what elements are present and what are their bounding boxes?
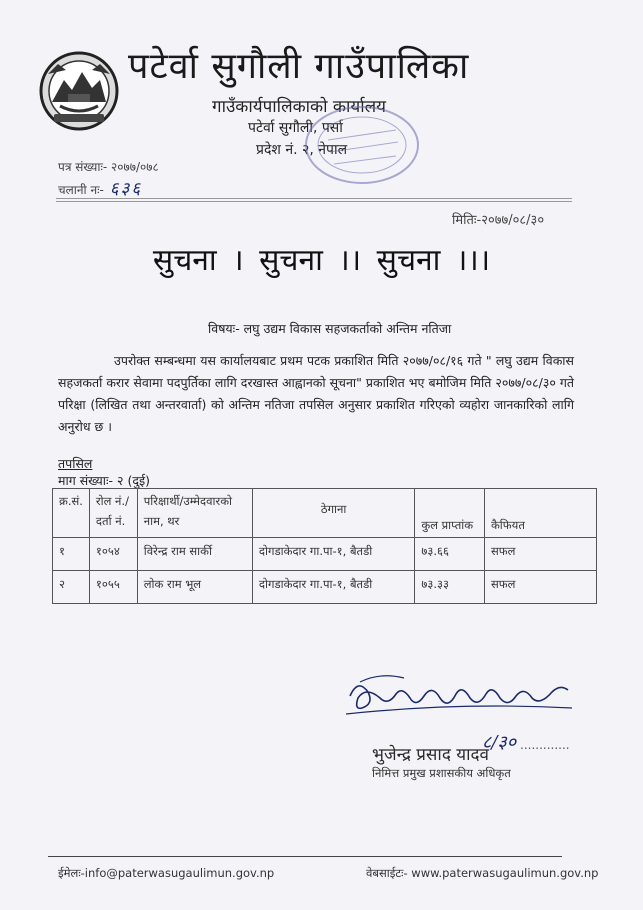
cell-score: ७३.६६ — [415, 538, 485, 571]
cell-remarks: सफल — [484, 571, 596, 604]
signature-dotted-line: ............. — [520, 738, 570, 752]
header-roll: रोल नं./दर्ता नं. — [89, 489, 137, 538]
demand-count: माग संख्याः- २ (दुई) — [58, 473, 150, 488]
signature-image — [340, 668, 580, 730]
header-divider — [56, 198, 572, 199]
table-row — [53, 571, 597, 604]
details-label: तपसिल — [58, 456, 93, 471]
address-line-2: प्रदेश नं. २, नेपाल — [256, 142, 348, 158]
footer-divider — [48, 856, 562, 857]
cell-name: विरेन्द्र राम सार्की — [137, 538, 252, 571]
results-table — [52, 488, 597, 604]
cell-score: ७३.३३ — [415, 571, 485, 604]
address-line-1: पटेर्वा सुगौली, पर्सा — [248, 120, 343, 136]
signatory-title: निमित्त प्रमुख प्रशासकीय अधिकृत — [372, 766, 511, 780]
table-row — [53, 538, 597, 571]
table-header-row — [53, 489, 597, 538]
footer-email: ईमेलः-info@paterwasugaulimun.gov.np — [58, 866, 275, 880]
office-name: गाउँकार्यपालिकाको कार्यालय — [212, 97, 387, 117]
dispatch-label: चलानी नः- — [58, 183, 104, 197]
cell-serial: २ — [53, 571, 90, 604]
cell-address: दोगडाकेदार गा.पा-१, बैतडी — [252, 571, 414, 604]
dispatch-number: ६३६ — [109, 179, 143, 199]
cell-name: लोक राम भूल — [137, 571, 252, 604]
header-address: ठेगाना — [252, 489, 414, 538]
footer-website: वेबसाईटः- www.paterwasugaulimun.gov.np — [366, 866, 599, 880]
dispatch-number-row — [58, 176, 142, 199]
notice-heading: सुचना । सुचना ।। सुचना ।।। — [152, 243, 491, 278]
municipality-title: पटेर्वा सुगौली गाउँपालिका — [128, 46, 470, 87]
cell-address: दोगडाकेदार गा.पा-१, बैतडी — [252, 538, 414, 571]
signature-date: ८/३० — [482, 732, 517, 753]
cell-remarks: सफल — [484, 538, 596, 571]
cell-roll: १०५५ — [89, 571, 137, 604]
header-serial: क्र.सं. — [53, 489, 90, 538]
cell-serial: १ — [53, 538, 90, 571]
government-emblem-logo — [38, 50, 120, 132]
letter-number: पत्र संख्याः- २०७७/०७८ — [58, 160, 159, 174]
body-paragraph: उपरोक्त सम्बन्धमा यस कार्यालयबाट प्रथम पटक प्रकाशित मिति २०७७/०८/१६ गते " लघु उद्यम विकास सहजकर्ता करार सेवामा पदपुर्तिका लागि दरखास्त आह्वानको सूचना" प्रकाशित भए बमोजिम मिति २०७७/०८/३० गते परिक्षा (लिखित तथा अन्तरवार्ता) को अन्तिम नतिजा तपसिल अनुसार प्रकाशित गरिएको व्यहोरा जानकारिको लागि अनुरोध छ । — [58, 353, 574, 434]
header-candidate-name: परिक्षार्थी/उम्मेदवारको नाम, थर — [137, 489, 252, 538]
cell-roll: १०५४ — [89, 538, 137, 571]
signatory-name: भुजेन्द्र प्रसाद यादव — [372, 745, 489, 765]
subject-line: विषयः- लघु उद्यम विकास सहजकर्ताको अन्तिम नतिजा — [208, 321, 452, 336]
header-remarks: कैफियत — [484, 489, 596, 538]
header-divider-double — [56, 201, 572, 202]
office-stamp — [298, 100, 426, 190]
header-total-score: कुल प्राप्तांक — [415, 489, 485, 538]
letter-date: मितिः-२०७७/०८/३० — [452, 213, 545, 228]
